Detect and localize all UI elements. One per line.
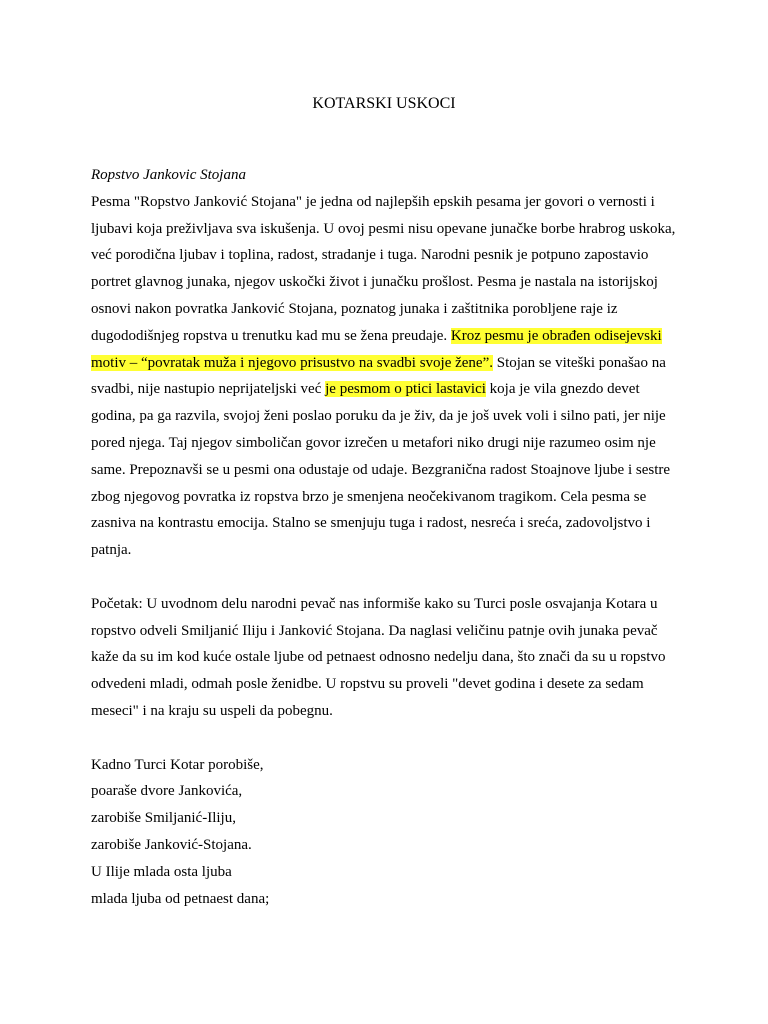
verse-line: U Ilije mlada osta ljuba xyxy=(91,863,232,880)
verse-excerpt xyxy=(91,752,681,913)
paragraph-spacer xyxy=(91,564,681,591)
highlighted-text-odyssey-motif: Kroz pesmu je obrađen odisejevski motiv – “povratak muža i njegovo prisustvo na svadbi svoje žene”. xyxy=(91,327,662,371)
verse-line: mlada ljuba od petnaest dana; xyxy=(91,890,270,907)
document-body xyxy=(91,162,681,912)
verse-line: zarobiše Janković-Stojana. xyxy=(91,836,252,853)
paragraph-beginning: Početak: U uvodnom delu narodni pevač nas informiše kako su Turci posle osvajanja Kotara u ropstvo odveli Smiljanić Iliju i Janković Stojana. Da naglasi veličinu patnje ovih junaka pevač kaže da su im kod kuće ostale ljube od petnaest odnosno nedelju dana, što znači da su u ropstvo odvedeni mladi, odmah posle ženidbe. U ropstvu su proveli "devet godina i desete za sedam meseci" i na kraju su uspeli da pobegnu. xyxy=(91,595,666,719)
highlighted-text-swallow-song: je pesmom o ptici lastavici xyxy=(325,381,486,398)
paragraph-intro-text-1: Pesma "Ropstvo Janković Stojana" je jedna od najlepših epskih pesama jer govori o vernosti i ljubavi koja preživljava sva iskušenja. U ovoj pesmi nisu opevane junačke borbe hrabrog uskoka, već porodična ljubav i toplina, radost, stradanje i tuga. Narodni pesnik je potpuno zapostavio portret glavnog junaka, njegov uskočki život i junačku prošlost. Pesma je nastala na istorijskoj osnovi nakon povratka Janković Stojana, poznatog junaka i zaštitnika porobljene raje iz dugododišnjeg ropstva u trenutku kad mu se žena preudaje. xyxy=(91,193,676,344)
section-subtitle: Ropstvo Jankovic Stojana xyxy=(91,167,246,183)
verse-line: zarobiše Smiljanić-Iliju, xyxy=(91,810,236,827)
page-title: KOTARSKI USKOCI xyxy=(312,95,456,112)
paragraph-intro-text-2: Stojan se viteški ponašao na svadbi, nije nastupio neprijateljski već xyxy=(91,354,666,398)
paragraph-intro xyxy=(91,189,681,564)
paragraph-intro-text-3: koja je vila gnezdo devet godina, pa ga razvila, svojoj ženi poslao poruku da je živ, da je još uvek voli i silno pati, jer nije pored njega. Taj njegov simboličan govor izrečen u metafori niko drugi nije razumeo osim nje same. Prepoznavši se u pesmi ona odustaje od udaje. Bezgranična radost Stoajnove ljube i sestre zbog njegovog povratka iz ropstva brzo je smenjena neočekivanom tragikom. Cela pesma se zasniva na kontrastu emocija. Stalno se smenjuju tuga i radost, nesreća i sreća, zadovoljstvo i patnja. xyxy=(91,381,671,559)
paragraph-spacer xyxy=(91,725,681,752)
verse-line: Kadno Turci Kotar porobiše, xyxy=(91,756,264,773)
verse-line: poaraše dvore Jankovića, xyxy=(91,783,243,800)
